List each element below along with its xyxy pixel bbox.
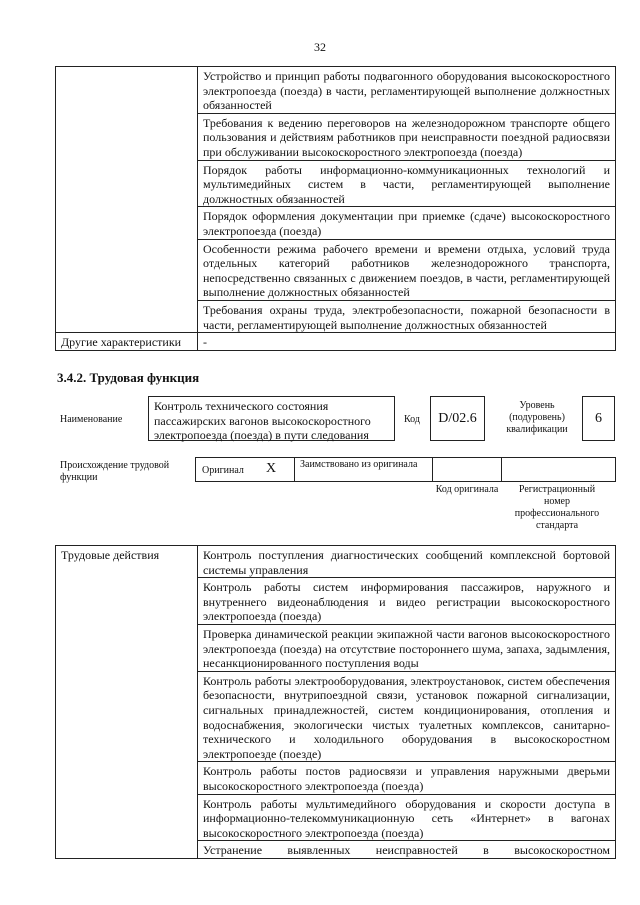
qualification-level-box: 6 [582, 396, 615, 441]
function-code-box: D/02.6 [430, 396, 485, 441]
function-name-box: Контроль технического состояния пассажирских вагонов высокоскоростного электропоезда (поезда) в пути следования [148, 396, 395, 441]
other-characteristics-value: - [198, 333, 616, 351]
origin-original-cell [195, 457, 295, 482]
labor-action-item: Контроль работы систем информирования пассажиров, наружного и внутреннего видеонаблюдения и видео регистрации высокоскоростного электропоезда (поезда) [198, 578, 616, 625]
knowledge-label-cell [56, 67, 198, 333]
knowledge-item: Устройство и принцип работы подвагонного оборудования высокоскоростного электропоезда (поезда) в части, регламентирующей выполнение должностных обязанностей [198, 67, 616, 114]
labor-action-item: Устранение выявленных неисправностей в высокоскоростном [198, 841, 616, 859]
labor-action-item: Контроль поступления диагностических сообщений комплексной бортовой системы управления [198, 546, 616, 578]
origin-label: Происхождение трудовой функции [60, 460, 170, 483]
knowledge-item: Требования охраны труда, электробезопасности, пожарной безопасности в части, регламентирующей выполнение должностных обязанностей [198, 300, 616, 332]
origin-code-caption: Код оригинала [435, 484, 499, 495]
knowledge-item: Порядок работы информационно-коммуникационных технологий и мультимедийных систем в части, регламентирующей выполнение должностных обязанностей [198, 160, 616, 207]
labor-action-item: Контроль работы мультимедийного оборудования и скорости доступа в информационно-телекоммуникационную сеть «Интернет» в вагонах высокоскоростного электропоезда (поезда) [198, 794, 616, 841]
labor-action-item: Контроль работы электрооборудования, электроустановок, систем обеспечения безопасности, внутрипоездной связи, установок пожарной сигнализации, сигнальных принадлежностей, систем кондиционирования, отопления и водоснабжения, экологически чистых туалетных комплексов, санитарно-технического и холодильного оборудования в высокоскоростном электропоезде (поезде) [198, 671, 616, 762]
reg-number-caption: Регистрационный номер профессионального стандарта [514, 484, 600, 531]
knowledge-item: Требования к ведению переговоров на железнодорожном транспорте общего пользования и действиям работников при неисправности поездной радиосвязи при обслуживании высокоскоростного электропоезда (поезда) [198, 113, 616, 160]
name-label: Наименование [60, 414, 123, 425]
section-title: 3.4.2. Трудовая функция [57, 370, 200, 385]
borrowed-label: Заимствовано из оригинала [300, 459, 418, 470]
knowledge-table [55, 66, 616, 351]
labor-action-item: Проверка динамической реакции экипажной части вагонов высокоскоростного электропоезда (поезда) на отсутствие постороннего шума, запаха, задымления, несанкционированного поступления воды [198, 624, 616, 671]
knowledge-item: Порядок оформления документации при приемке (сдаче) высокоскоростного электропоезда (поезда) [198, 207, 616, 239]
other-characteristics-label: Другие характеристики [56, 333, 198, 351]
labor-actions-table [55, 545, 616, 859]
labor-actions-label: Трудовые действия [56, 546, 198, 859]
code-label: Код [404, 414, 420, 425]
page-number: 32 [314, 40, 326, 54]
original-mark: X [266, 461, 277, 476]
labor-action-item: Контроль работы постов радиосвязи и управления наружными дверьми высокоскоростного электропоезда (поезда) [198, 762, 616, 794]
origin-code-cell [432, 457, 502, 482]
origin-reg-number-cell [501, 457, 616, 482]
origin-borrowed-cell [294, 457, 433, 482]
original-label: Оригинал [202, 465, 244, 476]
knowledge-item: Особенности режима рабочего времени и времени отдыха, условий труда отдельных категорий работников железнодорожного транспорта, непосредственно связанных с движением поездов, в части, регламентирующей выполнение должностных обязанностей [198, 239, 616, 300]
qualification-level-label: Уровень (подуровень) квалификации [506, 400, 568, 435]
